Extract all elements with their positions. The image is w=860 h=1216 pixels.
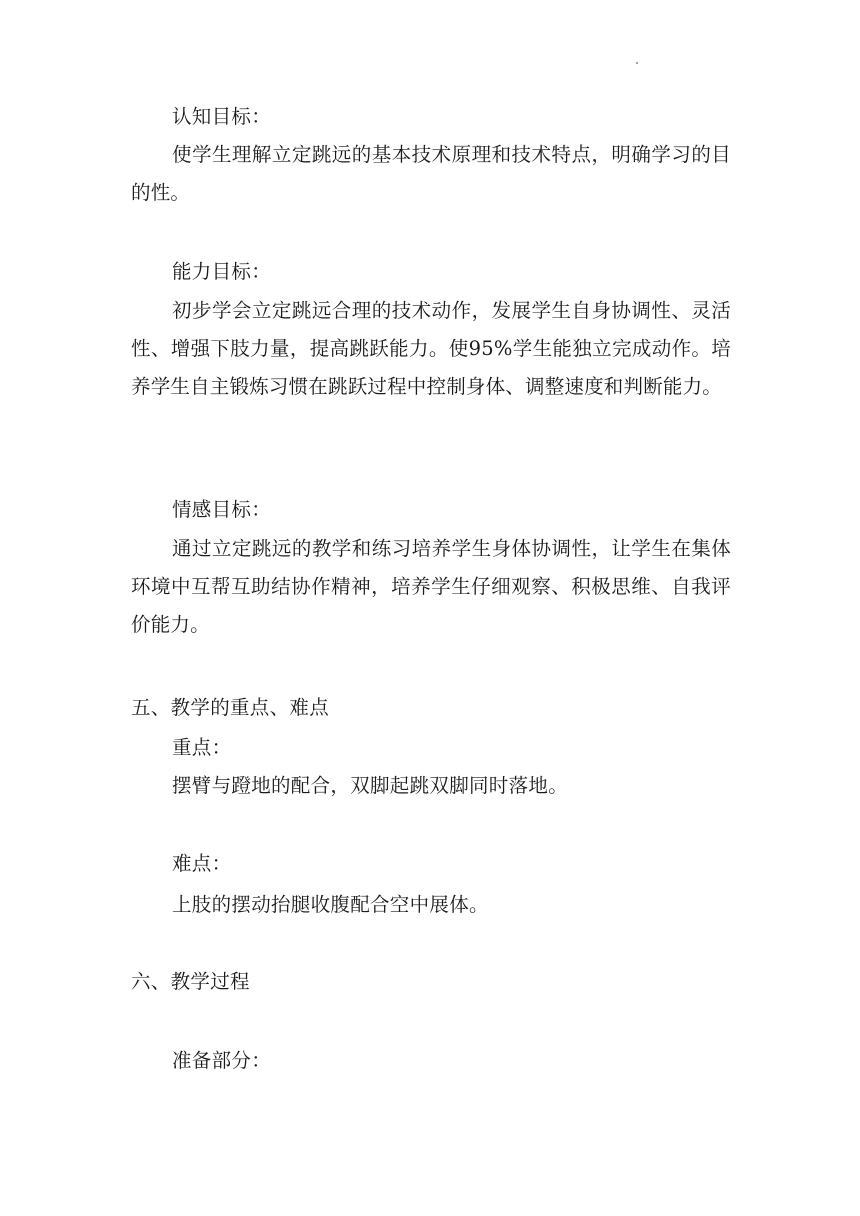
- cognitive-goal-heading: 认知目标：: [172, 105, 272, 128]
- emotional-goal-text: 通过立定跳远的教学和练习培养学生身体协调性，让学生在集体环境中互帮互助结协作精神，培养学生仔细观察、积极思维、自我评价能力。: [131, 537, 731, 636]
- key-point-text: 摆臂与蹬地的配合，双脚起跳双脚同时落地。: [172, 774, 569, 797]
- page-mark: [636, 62, 638, 64]
- ability-goal-heading: 能力目标：: [172, 260, 272, 283]
- key-point-heading: 重点：: [172, 736, 232, 759]
- cognitive-goal-text: 使学生理解立定跳远的基本技术原理和技术特点，明确学习的目的性。: [131, 143, 731, 204]
- section-six-title: 六、教学过程: [131, 970, 250, 993]
- emotional-goal-heading: 情感目标：: [172, 498, 272, 521]
- ability-goal-text: 初步学会立定跳远合理的技术动作，发展学生自身协调性、灵活性、增强下肢力量，提高跳跃能力。使95%学生能独立完成动作。培养学生自主锻炼习惯在跳跃过程中控制身体、调整速度和判断能力。: [131, 299, 731, 398]
- difficult-point-heading: 难点：: [172, 852, 232, 875]
- section-five-title: 五、教学的重点、难点: [131, 696, 330, 719]
- preparation-heading: 准备部分：: [172, 1049, 272, 1072]
- difficult-point-text: 上肢的摆动抬腿收腹配合空中展体。: [172, 893, 489, 916]
